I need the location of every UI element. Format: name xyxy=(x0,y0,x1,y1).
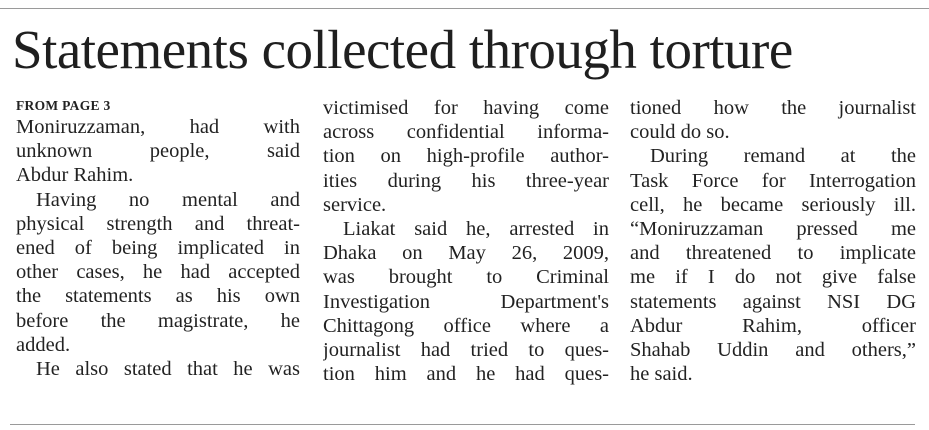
text-line: was brought to Criminal xyxy=(323,266,609,289)
bottom-rule xyxy=(10,424,915,425)
column-2 xyxy=(323,96,609,386)
text-line: service. xyxy=(323,193,387,216)
text-line: journalist had tried to ques- xyxy=(323,339,609,362)
text-line: added. xyxy=(16,333,71,356)
article-headline: Statements collected through torture xyxy=(12,19,793,80)
top-rule xyxy=(0,8,929,9)
text-line: “Moniruzzaman pressed me xyxy=(630,218,916,241)
text-line: tioned how the journalist xyxy=(630,97,916,119)
text-line: ened of being implicated in xyxy=(16,237,300,260)
text-line: Chittagong office where a xyxy=(323,314,609,337)
text-line: Task Force for Interrogation xyxy=(630,169,916,192)
column-1 xyxy=(16,96,300,381)
text-line: he said. xyxy=(630,363,693,386)
text-line: tion him and he had ques- xyxy=(323,363,609,386)
text-line: During remand at the xyxy=(650,145,916,168)
text-line: Having no mental and xyxy=(36,188,300,211)
text-line: He also stated that he was xyxy=(36,358,300,381)
text-line: the statements as his own xyxy=(16,285,300,308)
text-line: Abdur Rahim. xyxy=(16,164,134,187)
text-line: Liakat said he, arrested in xyxy=(343,218,609,241)
text-line: victimised for having come xyxy=(323,97,609,119)
text-line: statements against NSI DG xyxy=(630,290,916,313)
text-line: tion on high-profile author- xyxy=(323,145,609,168)
text-line: Moniruzzaman, had with xyxy=(16,116,300,138)
text-line: across confidential informa- xyxy=(323,121,609,144)
text-line: Investigation Department's xyxy=(323,290,609,313)
text-line: and threatened to implicate xyxy=(630,242,916,265)
text-line: me if I do not give false xyxy=(630,266,916,289)
text-line: ities during his three-year xyxy=(323,169,609,192)
text-line: Shahab Uddin and others,” xyxy=(630,339,916,362)
text-line: cell, he became seriously ill. xyxy=(630,193,916,216)
text-line: other cases, he had accepted xyxy=(16,261,300,284)
text-line: physical strength and threat- xyxy=(16,212,300,235)
text-line: unknown people, said xyxy=(16,140,300,163)
text-line: Dhaka on May 26, 2009, xyxy=(323,242,609,265)
text-line: could do so. xyxy=(630,121,730,144)
text-line: Abdur Rahim, officer xyxy=(630,314,916,337)
continuation-kicker: FROM PAGE 3 xyxy=(16,98,111,113)
text-line: before the magistrate, he xyxy=(16,309,300,332)
column-3 xyxy=(630,96,916,386)
